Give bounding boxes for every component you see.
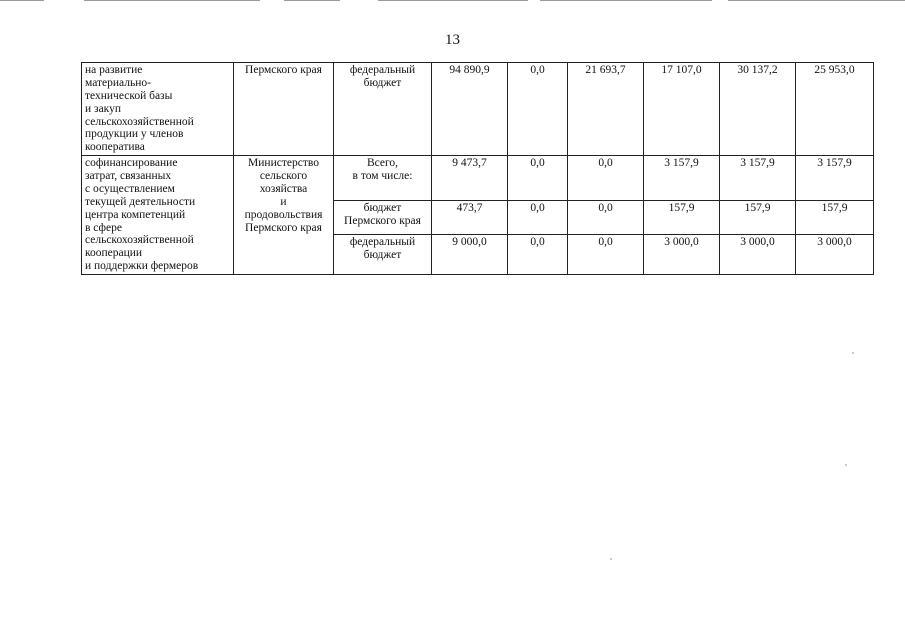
program-line: продукции у членов [85, 128, 184, 141]
value-cell: 157,9 [796, 200, 874, 235]
funding-source-cell [334, 200, 432, 235]
value-cell: 9 473,7 [432, 156, 508, 201]
executor-cell [234, 156, 334, 275]
program-line: центра компетенций [85, 208, 186, 221]
program-line: софинансирование [85, 157, 178, 170]
executor-line: Министерство [248, 157, 319, 170]
value-cell: 0,0 [508, 63, 568, 156]
value-cell: 3 000,0 [644, 235, 720, 275]
funding-source-cell [334, 235, 432, 275]
program-line: текущей деятельности [85, 195, 196, 208]
value-cell: 3 000,0 [720, 235, 796, 275]
scan-edge-line-2 [84, 0, 260, 1]
program-line: кооператива [85, 141, 145, 154]
source-line: бюджет [363, 201, 402, 214]
budget-table [81, 62, 874, 275]
value-cell: 21 693,7 [568, 63, 644, 156]
value-cell: 17 107,0 [644, 63, 720, 156]
source-line: Пермского края [344, 214, 421, 227]
value-cell: 0,0 [508, 235, 568, 275]
scan-speck [845, 464, 847, 466]
program-line: сельскохозяйственной [85, 115, 194, 128]
value-cell: 3 157,9 [644, 156, 720, 201]
executor-line: сельского [259, 170, 308, 182]
funding-source-cell [334, 156, 432, 201]
value-cell: 9 000,0 [432, 235, 508, 275]
executor-line: хозяйства [259, 182, 308, 195]
source-line: федеральный [349, 236, 416, 249]
scan-edge-line-1 [0, 0, 44, 1]
table-row [82, 156, 874, 201]
value-cell: 3 157,9 [720, 156, 796, 201]
program-line: с осуществлением [85, 182, 175, 195]
source-line: Всего, [366, 157, 399, 170]
program-line: затрат, связанных [85, 170, 172, 182]
executor-line: Пермского края [245, 64, 322, 76]
source-line: федеральный [349, 64, 416, 76]
program-line: кооперации [85, 247, 143, 260]
program-line: технической базы [85, 89, 173, 102]
value-cell: 25 953,0 [796, 63, 874, 156]
funding-source-cell [334, 63, 432, 156]
value-cell: 0,0 [508, 200, 568, 235]
scan-edge-line-3 [284, 0, 340, 1]
scan-edge-line-6 [728, 0, 905, 1]
executor-line: и [280, 195, 287, 208]
value-cell: 0,0 [508, 156, 568, 201]
program-line: на развитие [85, 64, 143, 76]
executor-line: продовольствия [244, 208, 323, 221]
value-cell: 473,7 [432, 200, 508, 235]
program-line: и закуп [85, 102, 122, 115]
source-line: бюджет [363, 249, 402, 262]
value-cell: 94 890,9 [432, 63, 508, 156]
scan-edge-line-4 [378, 0, 528, 1]
scan-edge-line-5 [540, 0, 712, 1]
executor-cell [234, 63, 334, 156]
table-row [82, 63, 874, 156]
value-cell: 0,0 [568, 156, 644, 201]
executor-line: Пермского края [245, 221, 322, 234]
value-cell: 157,9 [644, 200, 720, 235]
program-cell [82, 63, 234, 156]
value-cell: 0,0 [568, 200, 644, 235]
value-cell: 3 157,9 [796, 156, 874, 201]
value-cell: 3 000,0 [796, 235, 874, 275]
program-line: и поддержки фермеров [85, 260, 199, 273]
program-cell [82, 156, 234, 275]
source-line: в том числе: [352, 170, 413, 182]
page-number: 13 [445, 32, 460, 48]
program-line: в сфере [85, 221, 122, 234]
program-line: материально- [85, 76, 151, 89]
program-line: сельскохозяйственной [85, 234, 194, 247]
scan-speck [852, 352, 854, 354]
value-cell: 157,9 [720, 200, 796, 235]
value-cell: 0,0 [568, 235, 644, 275]
value-cell: 30 137,2 [720, 63, 796, 156]
source-line: бюджет [363, 76, 402, 89]
scan-speck [610, 558, 612, 560]
